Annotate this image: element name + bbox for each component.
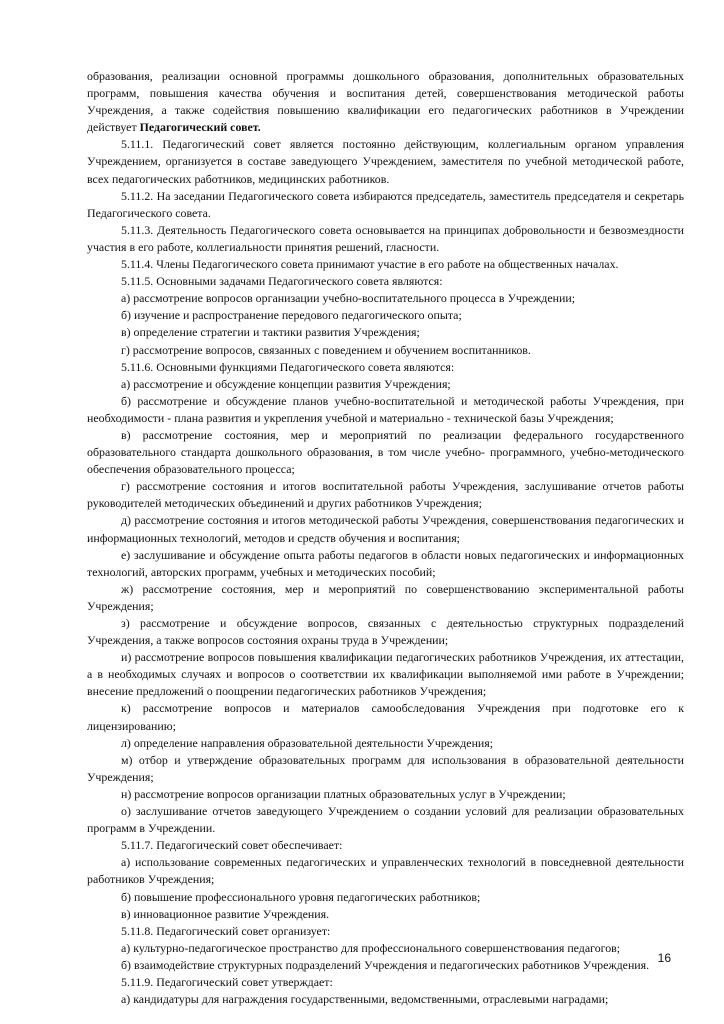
paragraph: а) рассмотрение вопросов организации учебно-воспитательного процесса в Учреждении; (121, 291, 576, 306)
paragraph: 5.11.8. Педагогический совет организует: (121, 923, 331, 938)
paragraph: 5.11.6. Основными функциями Педагогического совета являются: (121, 359, 455, 374)
paragraph: 5.11.7. Педагогический совет обеспечивает: (121, 838, 343, 853)
paragraph: г) рассмотрение состояния и итогов воспитательной работы Учреждения, заслушивание отчетов работы руководителей методических объединений и других работников Учреждения; (87, 479, 684, 511)
paragraph: в) инновационное развитие Учреждения. (121, 906, 330, 921)
paragraph: б) повышение профессионального уровня педагогических работников; (121, 889, 481, 904)
paragraph: б) рассмотрение и обсуждение планов учебно-воспитательной и методической работы Учреждения, при необходимости - плана развития и укрепления учебной и материально - технической базы Учреждения; (87, 393, 684, 425)
paragraph: в) определение стратегии и тактики развития Учреждения; (121, 325, 420, 340)
paragraph: и) рассмотрение вопросов повышения квалификации педагогических работников Учреждения, их аттестации, а в необходимых случаях и вопросов о соответствии их квалификации выполняемой ими работе в Учреждении; внесение предложений о поощрении педагогических работников Учреждения; (87, 650, 684, 699)
paragraph: а) рассмотрение и обсуждение концепции развития Учреждения; (121, 376, 451, 391)
paragraph: е) заслушивание и обсуждение опыта работы педагогов в области новых педагогических и информационных технологий, авторских программ, учебных и методических пособий; (87, 547, 684, 579)
paragraph: 5.11.5. Основными задачами Педагогического совета являются: (121, 274, 443, 289)
paragraph: 5.11.9. Педагогический совет утверждает: (121, 974, 333, 989)
paragraph: б) изучение и распространение передового педагогического опыта; (121, 308, 462, 323)
paragraph-list (87, 136, 684, 1008)
paragraph: к) рассмотрение вопросов и материалов самообследования Учреждения при подготовке его к лицензированию; (87, 701, 684, 733)
page-number: 16 (657, 951, 671, 965)
paragraph: 5.11.4. Члены Педагогического совета принимают участие в его работе на общественных началах. (121, 257, 619, 272)
intro-bold-term: Педагогический совет. (139, 120, 261, 135)
paragraph: 5.11.1. Педагогический совет является постоянно действующим, коллегиальным органом управления Учреждением, организуется в составе заведующего Учреждением, заместителя по учебной методической работе, всех педагогических работников, медицинских работников. (87, 137, 684, 186)
paragraph: м) отбор и утверждение образовательных программ для использования в образовательной деятельности Учреждения; (87, 752, 684, 784)
paragraph: н) рассмотрение вопросов организации платных образовательных услуг в Учреждении; (121, 786, 566, 801)
paragraph: з) рассмотрение и обсуждение вопросов, связанных с деятельностью структурных подразделений Учреждения, а также вопросов состояния охраны труда в Учреждении; (87, 616, 684, 648)
paragraph: а) использование современных педагогических и управленческих технологий в повседневной деятельности работников Учреждения; (87, 855, 684, 887)
paragraph: д) рассмотрение состояния и итогов методической работы Учреждения, совершенствования педагогических и информационных технологий, методов и средств обучения и воспитания; (87, 513, 684, 545)
paragraph: в) рассмотрение состояния, мер и мероприятий по реализации федерального государственного образовательного стандарта дошкольного образования, в том числе учебно- программного, учебно-методического обеспечения образовательного процесса; (87, 427, 684, 477)
paragraph: 5.11.2. На заседании Педагогического совета избираются председатель, заместитель председателя и секретарь Педагогического совета. (87, 188, 684, 220)
intro-text: образования, реализации основной программы дошкольного образования, дополнительных образовательных программ, повышения качества обучения и воспитания детей, совершенствования методической работы Учреждения, а также содействия повышению квалификации его педагогических работников в Учреждении действует (87, 69, 684, 135)
paragraph: а) кандидатуры для награждения государственными, ведомственными, отраслевыми наградами; (121, 992, 609, 1007)
paragraph: б) взаимодействие структурных подразделений Учреждения и педагогических работников Учреждения. (121, 957, 650, 972)
paragraph: 5.11.3. Деятельность Педагогического совета основывается на принципах добровольности и безвозмездности участия в его работе, коллегиальности принятия решений, гласности. (87, 222, 684, 254)
paragraph: г) рассмотрение вопросов, связанных с поведением и обучением воспитанников. (121, 342, 531, 357)
paragraph: ж) рассмотрение состояния, мер и мероприятий по совершенствованию экспериментальной работы Учреждения; (87, 581, 684, 613)
paragraph: л) определение направления образовательной деятельности Учреждения; (121, 735, 494, 750)
paragraph: о) заслушивание отчетов заведующего Учреждением о создании условий для реализации образовательных программ в Учреждении. (87, 804, 684, 836)
intro-paragraph (87, 68, 684, 136)
paragraph: а) культурно-педагогическое пространство для профессионального совершенствования педагогов; (121, 940, 621, 955)
